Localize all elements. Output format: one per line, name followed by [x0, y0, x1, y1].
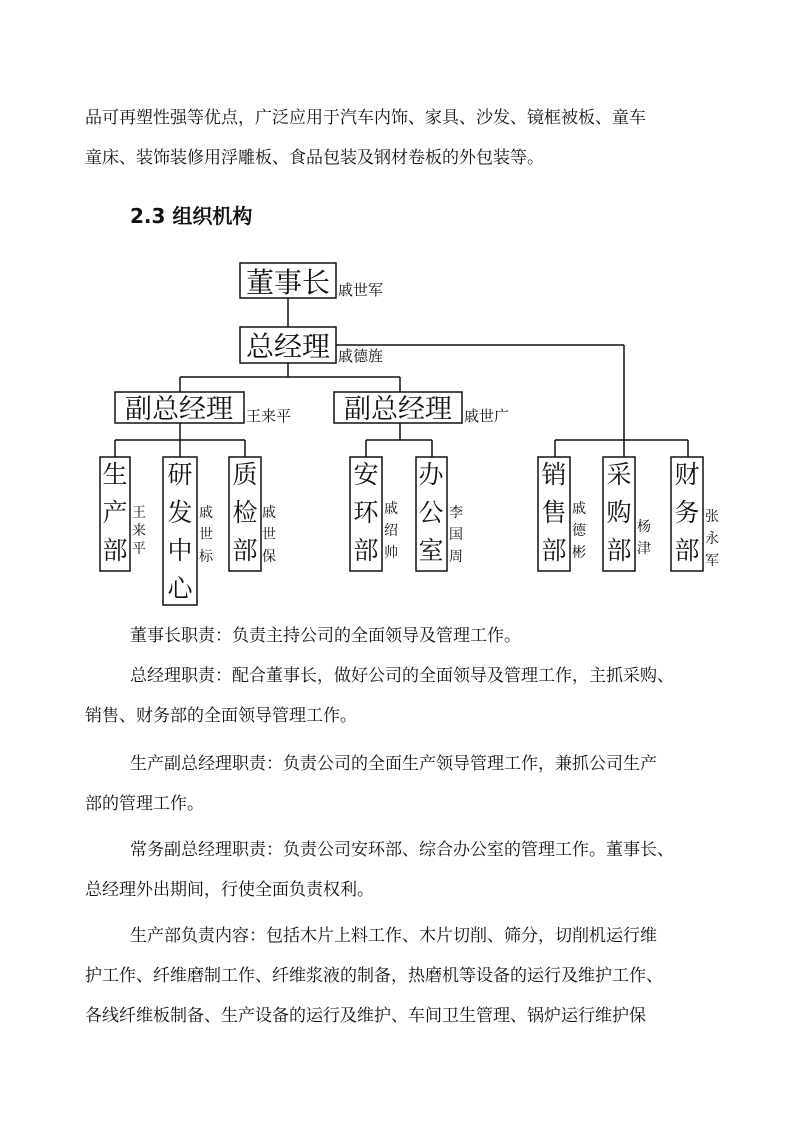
vgm-left-name: 王来平: [246, 407, 292, 425]
svg-text:心: 心: [167, 574, 193, 603]
intro-line-1: 品可再塑性强等优点，广泛应用于汽车内饰、家具、沙发、镜框被板、童车: [85, 108, 646, 128]
svg-text:戚: 戚: [384, 501, 398, 517]
svg-text:务: 务: [674, 498, 700, 527]
svg-text:购: 购: [606, 498, 632, 527]
org-chart: [0, 255, 800, 615]
svg-text:王: 王: [132, 505, 146, 521]
dept-rnd-center: [163, 457, 214, 605]
svg-text:产: 产: [102, 498, 128, 527]
svg-text:安: 安: [353, 460, 379, 489]
para-production-dept-line-1: 生产部负责内容：包括木片上料工作、木片切削、筛分，切削机运行维: [130, 926, 657, 946]
org-connectors: [115, 298, 688, 457]
svg-text:财: 财: [674, 460, 700, 489]
svg-text:质: 质: [232, 460, 258, 489]
para-executive-vgm-line-1: 常务副总经理职责：负责公司安环部、综合办公室的管理工作。董事长、: [130, 840, 674, 860]
svg-text:标: 标: [199, 549, 213, 565]
para-gm-duty-line-2: 销售、财务部的全面领导管理工作。: [85, 706, 357, 726]
svg-text:部: 部: [102, 536, 128, 565]
org-node-vgm-left: [115, 392, 291, 425]
svg-text:销: 销: [541, 460, 567, 489]
vgm-mid-name: 戚世广: [464, 407, 510, 425]
svg-text:采: 采: [606, 460, 632, 489]
org-departments: [100, 457, 719, 605]
svg-text:售: 售: [541, 498, 567, 527]
svg-text:来: 来: [132, 523, 146, 539]
chairman-title: 董事长: [245, 266, 331, 299]
svg-text:周: 周: [449, 549, 463, 565]
para-gm-duty-line-1: 总经理职责：配合董事长，做好公司的全面领导及管理工作，主抓采购、: [130, 666, 674, 686]
dept-safety-environment: [350, 457, 398, 571]
svg-text:杨: 杨: [637, 519, 651, 535]
svg-text:办: 办: [418, 460, 444, 489]
svg-text:戚: 戚: [572, 501, 586, 517]
dept-office: [416, 457, 463, 571]
svg-text:检: 检: [232, 498, 258, 527]
dept-purchasing: [603, 457, 651, 571]
svg-text:部: 部: [606, 536, 632, 565]
svg-text:军: 军: [705, 553, 719, 569]
svg-text:平: 平: [132, 541, 146, 557]
svg-text:研: 研: [167, 460, 193, 489]
org-node-vgm-mid: [334, 392, 509, 425]
para-production-vgm-line-1: 生产副总经理职责：负责公司的全面生产领导管理工作，兼抓公司生产: [130, 754, 657, 774]
svg-text:帅: 帅: [384, 545, 398, 561]
svg-text:张: 张: [705, 509, 719, 525]
vgm-left-title: 副总经理: [125, 394, 233, 425]
dept-finance: [671, 457, 719, 571]
org-node-chairman: [240, 263, 383, 299]
svg-text:部: 部: [674, 536, 700, 565]
para-production-vgm-line-2: 部的管理工作。: [85, 794, 204, 814]
svg-text:世: 世: [262, 527, 276, 543]
dept-sales: [538, 457, 587, 571]
org-node-gm: [240, 327, 383, 365]
chairman-name: 戚世军: [338, 281, 384, 299]
svg-text:室: 室: [418, 536, 444, 565]
svg-text:世: 世: [199, 527, 213, 543]
svg-text:生: 生: [102, 460, 128, 489]
section-heading: 2.3 组织机构: [130, 204, 253, 228]
svg-text:戚: 戚: [262, 505, 276, 521]
svg-text:彬: 彬: [572, 545, 586, 561]
svg-text:国: 国: [449, 527, 463, 543]
svg-text:部: 部: [353, 536, 379, 565]
svg-text:发: 发: [167, 498, 193, 527]
gm-name: 戚德旌: [338, 347, 384, 365]
svg-text:津: 津: [637, 541, 651, 557]
para-chairman-duty: 董事长职责：负责主持公司的全面领导及管理工作。: [130, 626, 521, 646]
svg-text:李: 李: [449, 505, 463, 521]
svg-text:环: 环: [353, 498, 379, 527]
gm-title: 总经理: [245, 330, 331, 363]
vgm-mid-title: 副总经理: [344, 394, 452, 425]
svg-text:保: 保: [262, 549, 276, 565]
svg-text:部: 部: [541, 536, 567, 565]
svg-text:部: 部: [232, 536, 258, 565]
dept-quality-inspection: [229, 457, 276, 571]
para-production-dept-line-3: 各线纤维板制备、生产设备的运行及维护、车间卫生管理、锅炉运行维护保: [85, 1006, 646, 1026]
svg-text:戚: 戚: [199, 505, 213, 521]
svg-text:绍: 绍: [384, 523, 398, 539]
para-executive-vgm-line-2: 总经理外出期间，行使全面负责权利。: [85, 880, 374, 900]
dept-production: [100, 457, 146, 571]
svg-text:德: 德: [572, 523, 586, 539]
svg-text:公: 公: [418, 498, 444, 527]
svg-text:永: 永: [705, 531, 719, 547]
para-production-dept-line-2: 护工作、纤维磨制工作、纤维浆液的制备，热磨机等设备的运行及维护工作、: [85, 966, 663, 986]
svg-text:中: 中: [167, 536, 193, 565]
intro-line-2: 童床、装饰装修用浮雕板、食品包装及钢材卷板的外包装等。: [85, 148, 544, 168]
